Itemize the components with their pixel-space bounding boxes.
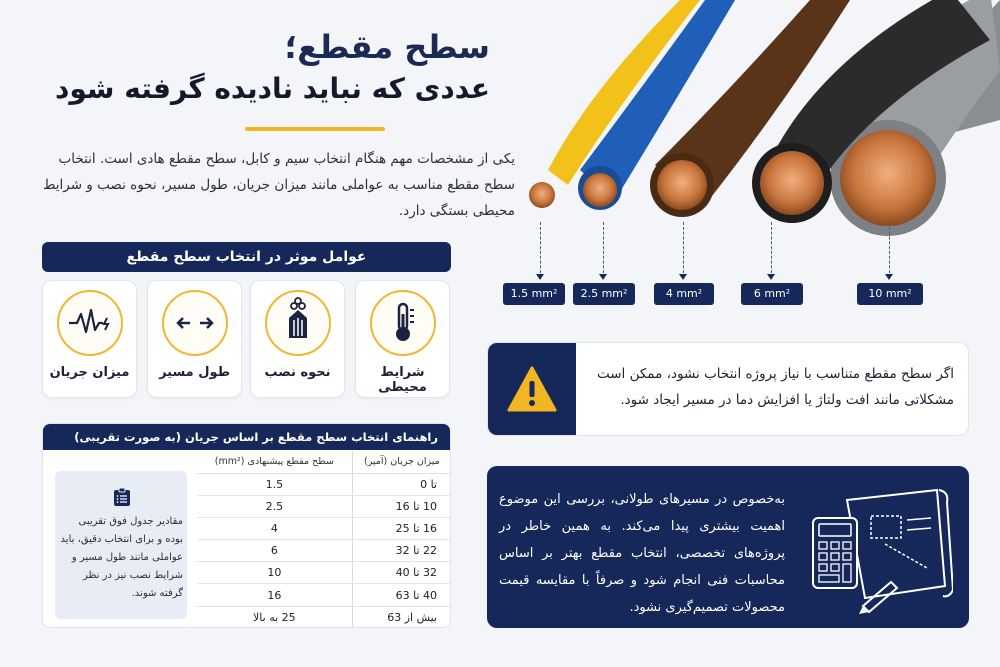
cell-current: بیش از 63 (352, 606, 451, 628)
cell-section: 10 (197, 562, 352, 584)
cell-current: تا 0 (352, 473, 451, 495)
size-leader (683, 222, 684, 278)
title-underline (245, 127, 385, 131)
factor-card-route-length (147, 280, 242, 398)
table-row (197, 540, 451, 562)
size-arrow (885, 274, 893, 280)
size-tag-6: 6 mm² (741, 283, 803, 305)
clipboard-icon (113, 487, 131, 507)
col-header-section: سطح مقطع پیشنهادی (mm²) (197, 451, 352, 473)
factors-header: عوامل موثر در انتخاب سطح مقطع (42, 242, 451, 272)
cell-section: 16 (197, 584, 352, 606)
warning-card (487, 342, 969, 436)
long-routes-card (487, 466, 969, 628)
wire-core-4 (657, 160, 707, 210)
double-arrow-icon (162, 290, 228, 356)
wire-core-10 (840, 130, 936, 226)
calculator-blueprint-icon (807, 486, 953, 614)
cell-section: 6 (197, 540, 352, 562)
intro-paragraph: یکی از مشخصات مهم هنگام انتخاب سیم و کابل، سطح مقطع هادی است. انتخاب سطح مقطع مناسب به عواملی مانند میزان جریان، طول مسیر، نحوه نصب و شرایط محیطی بستگی دارد. (42, 151, 515, 219)
table-row (197, 562, 451, 584)
table-title: راهنمای انتخاب سطح مقطع بر اساس جریان (به صورت تقریبی) (43, 424, 450, 450)
page-title-line1: سطح مقطع؛ (284, 28, 490, 66)
factor-label: میزان جریان (49, 365, 130, 380)
size-arrow (679, 274, 687, 280)
table-note-text: مقادیر جدول فوق تقریبی بوده و برای انتخاب دقیق، باید عواملی مانند طول مسیر و شرایط نصب نیز در نظر گرفته شوند. (60, 516, 183, 599)
factor-label: طول مسیر (159, 365, 230, 380)
col-header-current: میزان جریان (آمپر) (352, 451, 451, 473)
warning-icon (507, 365, 557, 413)
cell-section: 25 به بالا (197, 606, 352, 628)
size-tag-2-5: 2.5 mm² (573, 283, 635, 305)
current-wave-icon (57, 290, 123, 356)
factor-card-installation (250, 280, 345, 398)
size-tag-10: 10 mm² (857, 283, 923, 305)
cell-current: 22 تا 32 (352, 540, 451, 562)
table-row (197, 517, 451, 539)
table-note (55, 471, 187, 619)
cable-bundle-icon (265, 290, 331, 356)
wire-core-1-5 (529, 182, 555, 208)
factor-label: نحوه نصب (264, 365, 331, 380)
cell-current: 16 تا 25 (352, 517, 451, 539)
table-row (197, 584, 451, 606)
cell-section: 4 (197, 517, 352, 539)
size-arrow (536, 274, 544, 280)
table-row (197, 473, 451, 495)
table-row (197, 606, 451, 628)
cell-section: 2.5 (197, 495, 352, 517)
page-title-line2: عددی که نباید نادیده گرفته شود (55, 72, 490, 105)
size-leader (540, 222, 541, 278)
size-leader (889, 222, 890, 278)
factor-card-current (42, 280, 137, 398)
thermometer-icon (370, 290, 436, 356)
factor-card-environment (355, 280, 450, 398)
size-leader (603, 222, 604, 278)
factor-label: شرایط محیطی (378, 365, 427, 395)
cell-section: 1.5 (197, 473, 352, 495)
current-guide-table-card (42, 423, 451, 628)
warning-side-panel (488, 343, 576, 435)
cell-current: 10 تا 16 (352, 495, 451, 517)
wire-core-6 (760, 151, 824, 215)
warning-text: اگر سطح مقطع متناسب با نیاز پروژه انتخاب نشود، ممکن است مشکلاتی مانند افت ولتاژ یا افزایش دما در مسیر ایجاد شود. (596, 366, 954, 408)
long-routes-text: به‌خصوص در مسیرهای طولانی، بررسی این موضوع اهمیت بیشتری پیدا می‌کند. به همین خاطر در پروژه‌های تخصصی، انتخاب مقطع بهتر بر اساس محاسبات فنی انجام شود و صرفاً با مقایسه قیمت محصولات تصمیم‌گیری نشود. (499, 492, 785, 615)
cell-current: 32 تا 40 (352, 562, 451, 584)
size-leader (771, 222, 772, 278)
size-arrow (767, 274, 775, 280)
size-tag-1-5: 1.5 mm² (503, 283, 565, 305)
cell-current: 40 تا 63 (352, 584, 451, 606)
current-guide-table (197, 451, 451, 628)
size-tag-4: 4 mm² (654, 283, 714, 305)
size-arrow (599, 274, 607, 280)
wire-core-2-5 (583, 173, 617, 207)
wires-illustration (520, 0, 1000, 260)
table-row (197, 495, 451, 517)
